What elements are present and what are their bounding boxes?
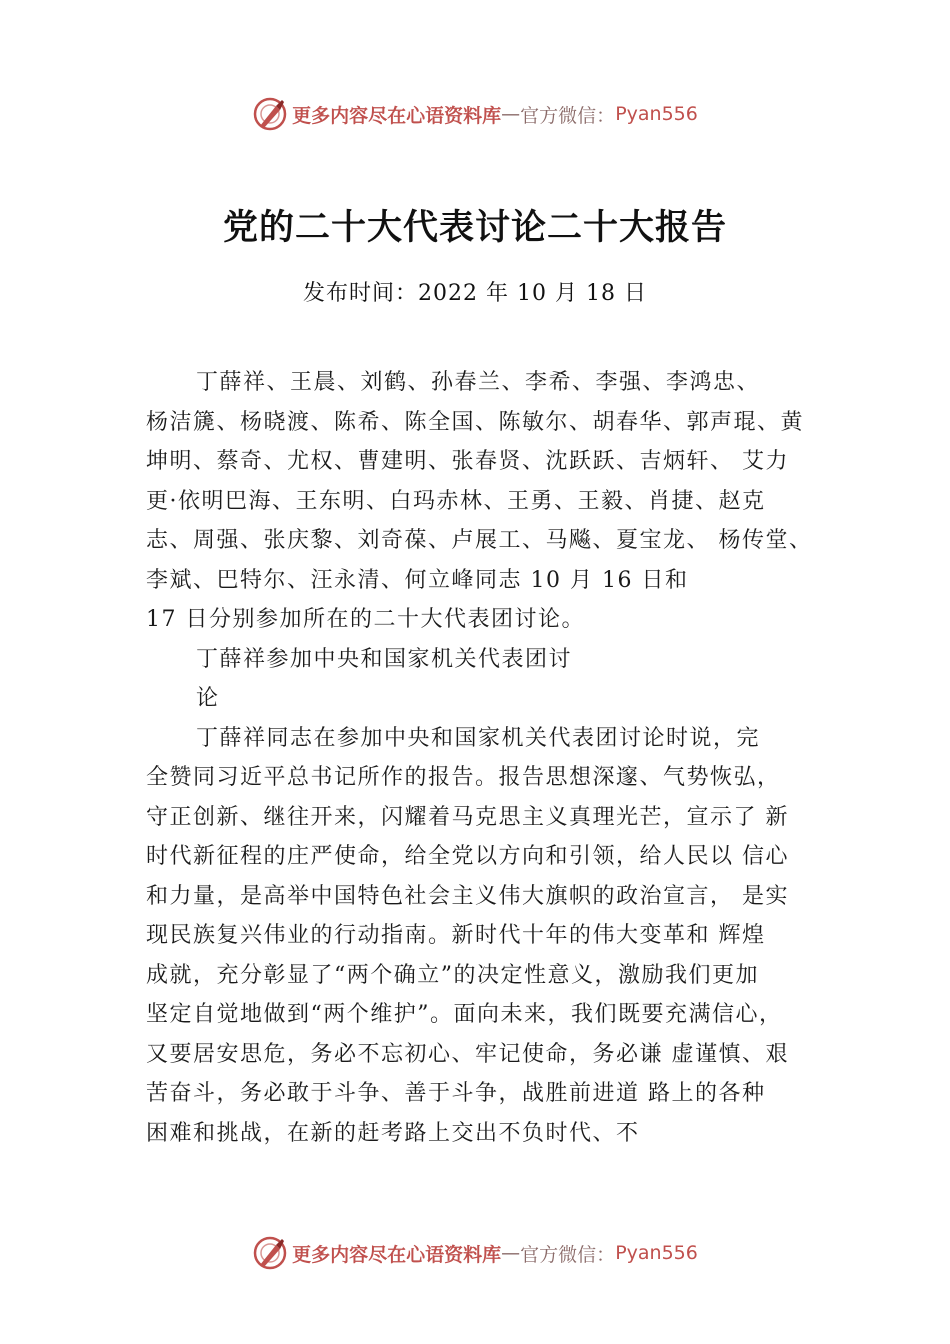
- body-line: 全赞同习近平总书记所作的报告。报告思想深邃、气势恢弘，: [146, 765, 781, 790]
- body-line: 丁薛祥、王晨、刘鹤、孙春兰、李希、李强、李鸿忠、: [196, 370, 761, 395]
- footer-wechat-label: 官方微信：: [520, 1243, 616, 1266]
- banner-separator: —: [501, 103, 521, 125]
- body-line: 志、周强、张庆黎、刘奇葆、卢展工、马飚、夏宝龙、 杨传堂、: [146, 528, 813, 553]
- body-line: 17 日分别参加所在的二十大代表团讨论。: [146, 607, 585, 632]
- body-line: 更·依明巴海、王东明、白玛赤林、王勇、王毅、肖捷、赵克: [146, 488, 766, 514]
- body-line: 和力量，是高举中国特色社会主义伟大旗帜的政治宣言， 是实: [146, 883, 789, 909]
- footer-separator: —: [501, 1242, 521, 1264]
- footer-banner: [0, 1233, 950, 1273]
- publish-date: 发布时间：2022 年 10 月 18 日: [303, 281, 647, 306]
- body-line: 李斌、巴特尔、汪永清、何立峰同志 10 月 16 日和: [146, 567, 689, 593]
- footer-brand: 更多内容尽在心语资料库: [292, 1243, 502, 1266]
- pen-logo-icon: [252, 1235, 288, 1271]
- body-line: 苦奋斗，务必敢于斗争、善于斗争，战胜前进道 路上的各种: [146, 1081, 766, 1106]
- banner-brand: 更多内容尽在心语资料库: [292, 104, 502, 127]
- header-banner: [0, 94, 950, 134]
- footer-wechat-id: Pyan556: [615, 1242, 698, 1264]
- body-line: 时代新征程的庄严使命，给全党以方向和引领，给人民以 信心: [146, 844, 789, 869]
- body-line: 坚定自觉地做到“两个维护”。面向未来，我们既要充满信心，: [146, 1002, 783, 1027]
- banner-wechat-label: 官方微信：: [520, 104, 616, 127]
- banner-wechat-id: Pyan556: [615, 103, 698, 125]
- pen-logo-icon: [252, 96, 288, 132]
- section-heading-line: 丁薛祥参加中央和国家机关代表团讨: [196, 646, 573, 672]
- page-title: 党的二十大代表讨论二十大报告: [222, 207, 727, 248]
- body-line: 杨洁篪、杨晓渡、陈希、陈全国、陈敏尔、胡春华、郭声琨、黄: [146, 409, 805, 435]
- body-line: 坤明、蔡奇、尤权、曹建明、张春贤、沈跃跃、吉炳轩、 艾力: [146, 449, 789, 474]
- article-body: [146, 363, 846, 1153]
- section-heading-line: 论: [196, 686, 220, 711]
- body-line: 成就，充分彰显了“两个确立”的决定性意义，激励我们更加: [146, 962, 759, 988]
- body-line: 丁薛祥同志在参加中央和国家机关代表团讨论时说，完: [196, 725, 761, 751]
- body-line: 现民族复兴伟业的行动指南。新时代十年的伟大变革和 辉煌: [146, 923, 766, 948]
- body-line: 困难和挑战，在新的赶考路上交出不负时代、不: [146, 1120, 640, 1146]
- body-line: 又要居安思危，务必不忘初心、牢记使命，务必谦 虚谨慎、艰: [146, 1041, 789, 1067]
- body-line: 守正创新、继往开来，闪耀着马克思主义真理光芒，宣示了 新: [146, 804, 789, 830]
